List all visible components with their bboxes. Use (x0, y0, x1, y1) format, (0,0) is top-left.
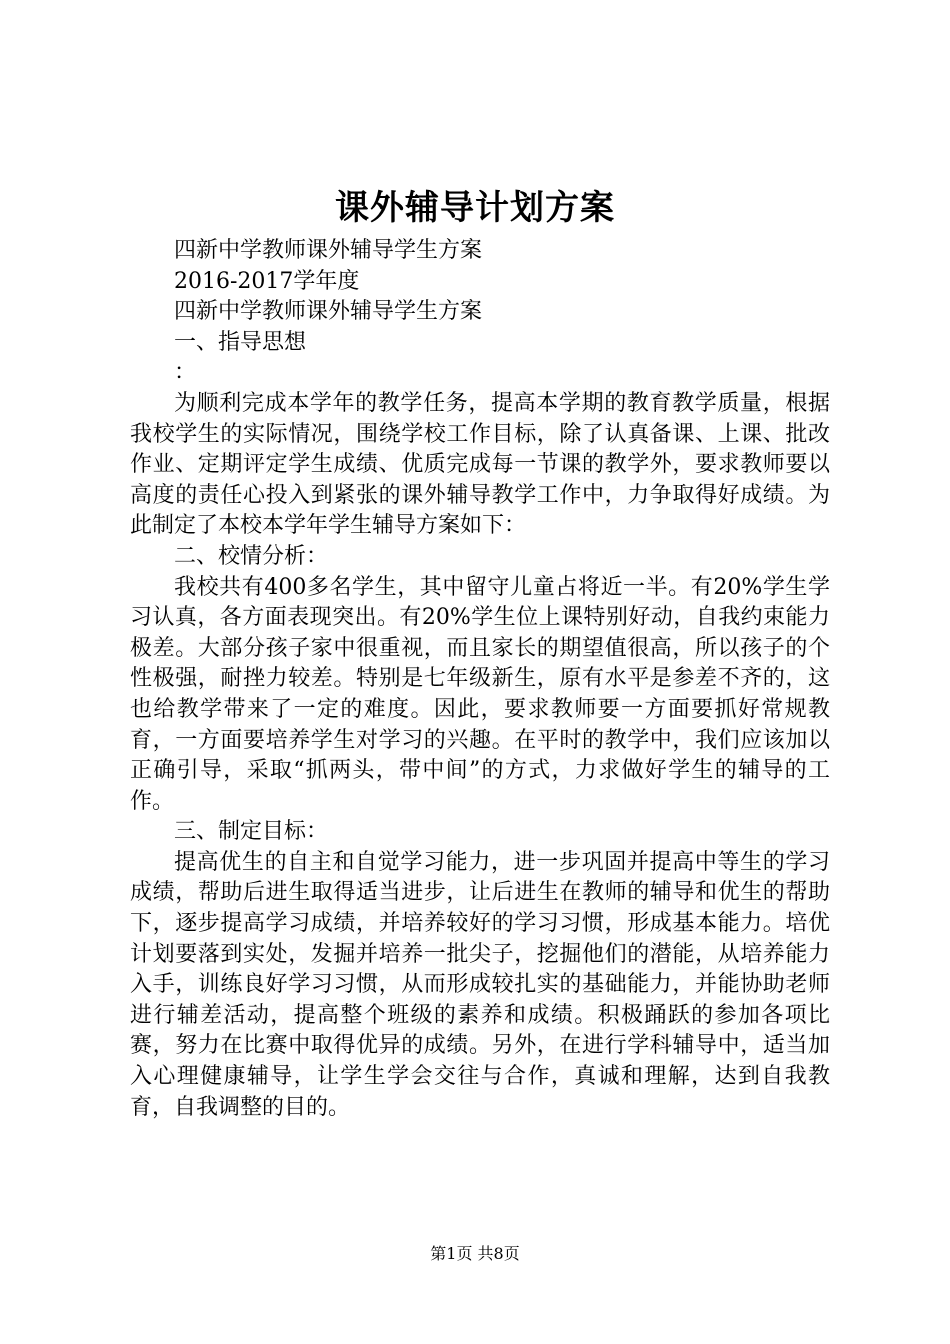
colon-line: ： (174, 360, 197, 386)
school-plan-heading: 四新中学教师课外辅导学生方案 (174, 238, 483, 263)
document-title: 课外辅导计划方案 (335, 188, 615, 228)
document-body (130, 236, 830, 1123)
section-heading-goals: 三、制定目标： (174, 819, 329, 845)
school-year: 2016-2017学年度 (174, 268, 360, 294)
school-plan-heading-repeat: 四新中学教师课外辅导学生方案 (174, 299, 483, 325)
body-paragraph: 我校共有400多名学生，其中留守儿童占将近一半。有20%学生学习认真，各方面表现突出。有20%学生位上课特别好动，自我约束能力极差。大部分孩子家中很重视，而且家长的期望值很高，所以孩子的个性极强，耐挫力较差。特别是七年级新生，原有水平是参差不齐的，这也给教学带来了一定的难度。因此，要求教师要一方面要抓好常规教育，一方面要培养学生对学习的兴趣。在平时的教学中，我们应该加以正确引导，采取“抓两头，带中间”的方式，力求做好学生的辅导的工作。 (130, 574, 830, 814)
section-heading-school-analysis: 二、校情分析： (174, 543, 329, 569)
body-paragraph: 提高优生的自主和自觉学习能力，进一步巩固并提高中等生的学习成绩，帮助后进生取得适当进步，让后进生在教师的辅导和优生的帮助下，逐步提高学习成绩，并培养较好的学习习惯，形成基本能力。培优计划要落到实处，发掘并培养一批尖子，挖掘他们的潜能，从培养能力入手，训练良好学习习惯，从而形成较扎实的基础能力，并能协助老师进行辅差活动，提高整个班级的素养和成绩。积极踊跃的参加各项比赛，努力在比赛中取得优异的成绩。另外，在进行学科辅导中，适当加入心理健康辅导，让学生学会交往与合作，真诚和理解，达到自我教育，自我调整的目的。 (130, 849, 830, 1120)
section-heading-guiding-thought: 一、指导思想 (174, 329, 307, 355)
body-paragraph: 为顺利完成本学年的教学任务，提高本学期的教育教学质量，根据我校学生的实际情况，围绕学校工作目标，除了认真备课、上课、批改作业、定期评定学生成绩、优质完成每一节课的教学外，要求教师要以高度的责任心投入到紧张的课外辅导教学工作中，力争取得好成绩。为此制定了本校本学年学生辅导方案如下： (130, 390, 830, 539)
page-number-footer: 第1页 共8页 (430, 1244, 520, 1263)
